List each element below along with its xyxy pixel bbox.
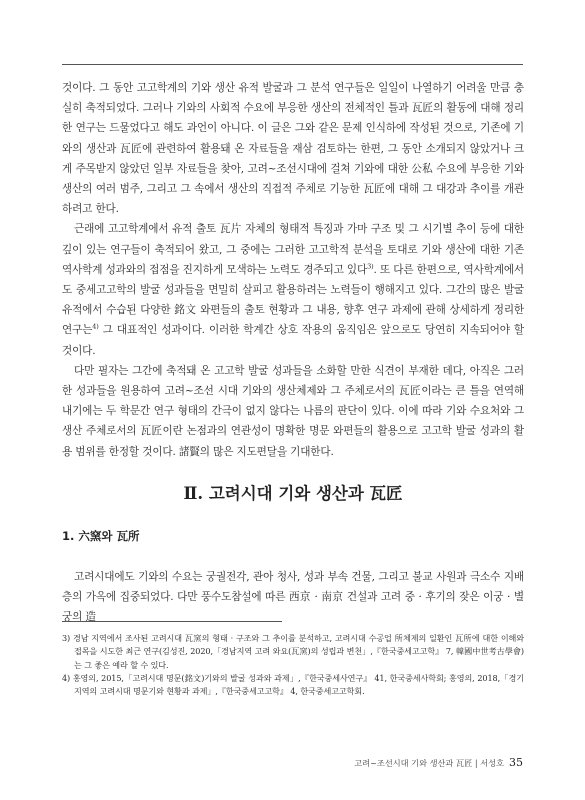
paragraph-2-text-cont: . 또 다른 한편으로, 역사학계에서도 중세고고학의 발굴 성과들을 면밀히 살피고 활용하려는 노력들이 행해지고 있다. 그간의 많은 발굴 유적에서 수습된 다양한 銘文 와편들의 출토 현황과 그 내용, 향후 연구 과제에 관해 상세하게 정리한 연구는 (62, 263, 524, 337)
footnotes (62, 632, 524, 698)
paragraph-3: 다만 필자는 그간에 축적돼 온 고고학 발굴 성과들을 소화할 만한 식견이 부재한 데다, 아직은 그러한 성과들을 원용하여 고려~조선 시대 기와의 생산체제와 그 주체로서의 瓦匠이라는 큰 틀을 연역해 내기에는 두 학문간 연구 형태의 간극이 없지 않다는 나름의 판단이 있다. 이에 따라 기와 수요처와 그 생산 주체로서의 瓦匠이란 논점과의 연관성이 명확한 명문 와편들의 활용으로 고고학 발굴 성과의 활용 범위를 한정할 것이다. 諸賢의 많은 지도편달을 기대한다. (62, 364, 524, 458)
page-number: 35 (509, 756, 523, 769)
paragraph-2-text: 근래에 고고학계에서 유적 출토 瓦片 자체의 형태적 특징과 가마 구조 및 그 시기별 추이 등에 대한 깊이 있는 연구들이 축적되어 왔고, 그 중에는 그러한 고고학적 분석을 토대로 기와 생산에 대한 기존 역사학계 성과와의 접점을 진지하게 모색하는 노력도 경주되고 있다 (62, 223, 524, 276)
section-paragraph: 고려시대에도 기와의 수요는 궁궐전각, 관아 청사, 성과 부속 건물, 그리고 불교 사원과 극소수 지배층의 가옥에 집중되었다. 다만 풍수도참설에 따른 西京 · 南京 건설과 고려 중 · 후기의 잦은 이궁 · 별궁의 造 (62, 571, 524, 624)
footnote-rule (62, 621, 282, 622)
paragraph-2-text-end: 그 대표적인 성과이다. 이러한 학계간 상호 작용의 움직임은 앞으로도 당연히 지속되어야 할 것이다. (62, 324, 524, 357)
section-heading: Ⅱ. 고려시대 기와 생산과 瓦匠 (183, 484, 403, 503)
paragraph-2 (62, 219, 524, 360)
header-rule (62, 64, 523, 65)
subsection-heading: 1. 六窯와 瓦所 (62, 529, 140, 543)
body-text (62, 78, 524, 462)
running-title: 고려~조선시대 기와 생산과 瓦匠 | 서성호 (354, 758, 504, 768)
footnote-ref-3[interactable]: 3) (367, 262, 374, 271)
section-body (62, 567, 524, 628)
page-footer (354, 756, 523, 769)
footnote-4: 4) 홍영의, 2015,「고려시대 명문(銘文)기와의 발굴 성과와 과제」,『한국중세사연구』 41, 한국중세사학회; 홍영의, 2018,「경기지역의 고려시대 명문기와 현황과 과제」,『한국중세고고학』 4, 한국중세고고학회. (62, 672, 524, 697)
footnote-ref-4[interactable]: 4) (92, 322, 99, 331)
footnote-3: 3) 경남 지역에서 조사된 고려시대 瓦窯의 형태 · 구조와 그 추이를 분석하고, 고려시대 수공업 所체제의 일환인 瓦所에 대한 이해와 접목을 시도한 최근 연구(김성진, 2020,「경남지역 고려 와요(瓦窯)의 성립과 변천」,『한국중세고고학』 7, 韓國中世考古學會)는 그 좋은 예라 할 수 있다. (62, 633, 524, 670)
paragraph-1: 것이다. 그 동안 고고학계의 기와 생산 유적 발굴과 그 분석 연구들은 일일이 나열하기 어려울 만큼 충실히 축적되었다. 그러나 기와의 사회적 수요에 부응한 생산의 전체적인 틀과 瓦匠의 활동에 대해 정리한 연구는 드물었다고 해도 과언이 아니다. 이 글은 그와 같은 문제 인식하에 작성된 것으로, 기존에 기와의 생산과 瓦匠에 관련하여 활용돼 온 자료들을 재삼 검토하는 한편, 그 동안 소개되지 않았거나 크게 주목받지 않았던 일부 자료들을 찾아, 고려~조선시대에 걸쳐 기와에 대한 公私 수요에 부응한 기와 생산의 여러 범주, 그리고 그 속에서 생산의 직접적 주체로 기능한 瓦匠에 대해 그 대강과 추이를 개관하려고 한다. (62, 82, 524, 216)
